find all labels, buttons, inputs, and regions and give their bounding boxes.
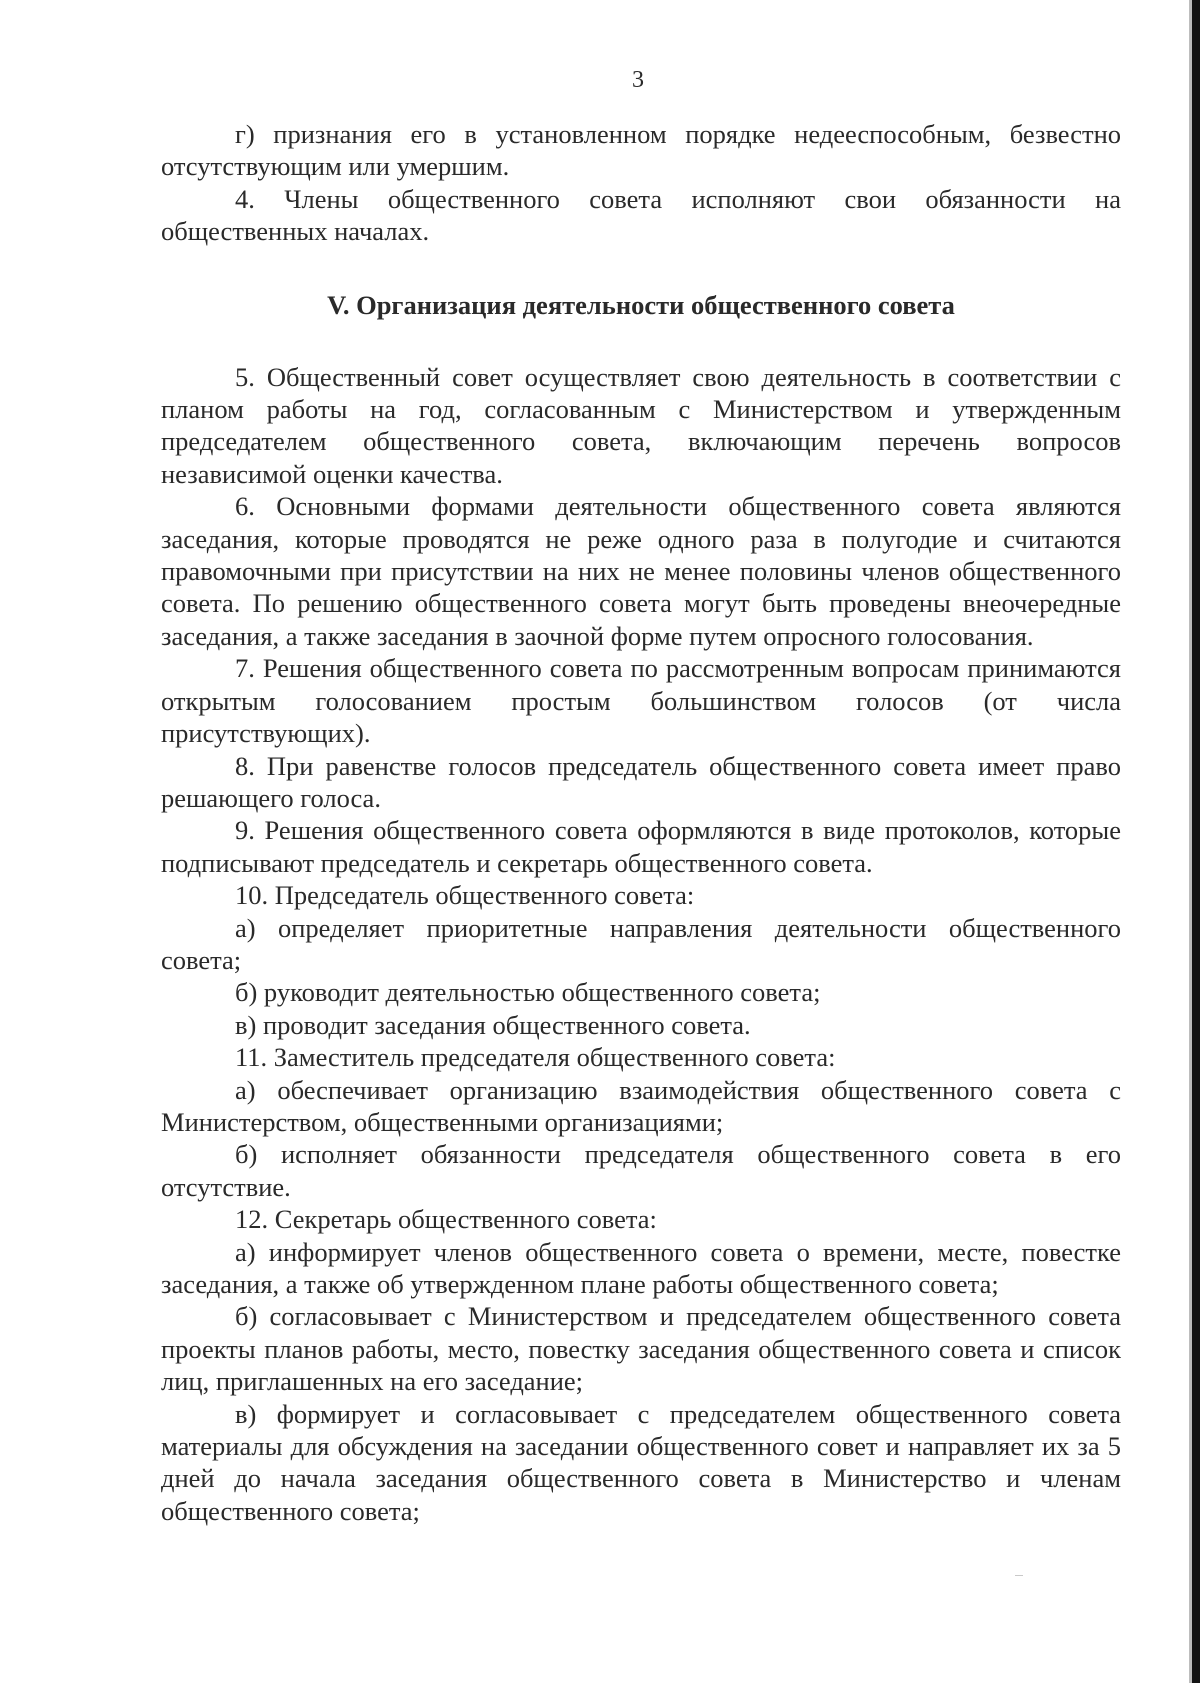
- paragraph-10-a: а) определяет приоритетные направления деятельности общественного совета;: [161, 912, 1121, 975]
- scan-speck: [1015, 1575, 1023, 1576]
- paragraph-12-b: б) согласовывает с Министерством и председателем общественного совета проекты планов работы, место, повестку заседания общественного совета и список лиц, приглашенных на его заседание;: [161, 1301, 1121, 1397]
- paragraph-11: 11. Заместитель председателя общественного совета:: [235, 1042, 836, 1073]
- paragraph-9: 9. Решения общественного совета оформляются в виде протоколов, которые подписывают председатель и секретарь общественного совета.: [161, 815, 1121, 878]
- paragraph-10-b: б) руководит деятельностью общественного совета;: [235, 977, 821, 1008]
- section-heading: V. Организация деятельности общественного совета: [327, 289, 955, 320]
- paragraph-5: 5. Общественный совет осуществляет свою деятельность в соответствии с планом работы на год, согласованным с Министерством и утвержденным председателем общественного совета, включающим перечень вопросов независимой оценки качества.: [161, 361, 1121, 489]
- paragraph-12-a: а) информирует членов общественного совета о времени, месте, повестке заседания, а также об утвержденном плане работы общественного совета;: [161, 1236, 1121, 1299]
- document-body: [161, 118, 1121, 1527]
- paragraph-10: 10. Председатель общественного совета:: [235, 880, 695, 911]
- paragraph-item-g: г) признания его в установленном порядке недееспособным, безвестно отсутствующим или умершим.: [161, 119, 1121, 182]
- paragraph-11-b: б) исполняет обязанности председателя общественного совета в его отсутствие.: [161, 1139, 1121, 1202]
- paragraph-6: 6. Основными формами деятельности общественного совета являются заседания, которые проводятся не реже одного раза в полугодие и считаются правомочными при присутствии на них не менее половины членов общественного совета. По решению общественного совета могут быть проведены внеочередные заседания, а также заседания в заочной форме путем опросного голосования.: [161, 491, 1121, 651]
- paragraph-11-a: а) обеспечивает организацию взаимодействия общественного совета с Министерством, общественными организациями;: [161, 1074, 1121, 1137]
- paragraph-8: 8. При равенстве голосов председатель общественного совета имеет право решающего голоса.: [161, 750, 1121, 813]
- paragraph-7: 7. Решения общественного совета по рассмотренным вопросам принимаются открытым голосованием простым большинством голосов (от числа присутствующих).: [161, 653, 1121, 749]
- paragraph-12-v: в) формирует и согласовывает с председателем общественного совета материалы для обсуждения на заседании общественного совет и направляет их за 5 дней до начала заседания общественного совета в Министерство и членам общественного совета;: [161, 1398, 1121, 1526]
- paragraph-12: 12. Секретарь общественного совета:: [235, 1204, 657, 1235]
- paragraph-4: 4. Члены общественного совета исполняют свои обязанности на общественных началах.: [161, 183, 1121, 247]
- page-number: 3: [632, 67, 644, 93]
- scan-edge: [1192, 0, 1200, 1683]
- paragraph-10-v: в) проводит заседания общественного совета.: [235, 1009, 751, 1040]
